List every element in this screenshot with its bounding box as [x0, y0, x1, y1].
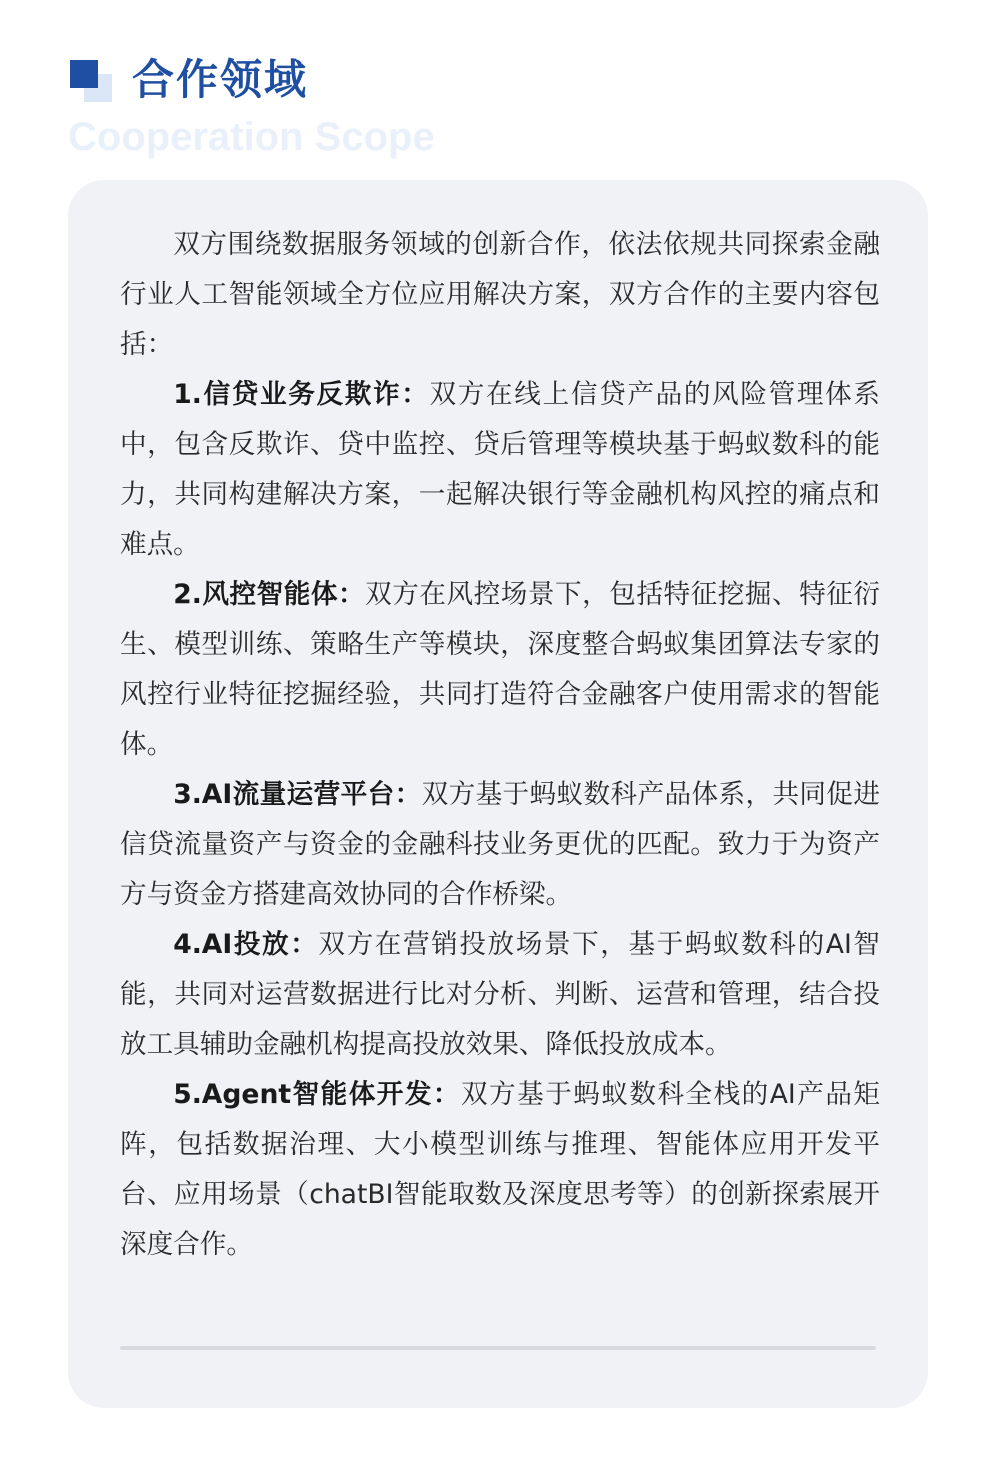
- item-label-5: 5.Agent智能体开发：: [173, 1079, 461, 1110]
- item-paragraph-4: [120, 920, 880, 1070]
- item-label-3: 3.AI流量运营平台：: [173, 779, 422, 810]
- item-text-4: 双方在营销投放场景下，基于蚂蚁数科的AI智能，共同对运营数据进行比对分析、判断、运营和管理，结合投放工具辅助金融机构提高投放效果、降低投放成本。: [120, 929, 880, 1060]
- item-text-2: 双方在风控场景下，包括特征挖掘、特征衍生、模型训练、策略生产等模块，深度整合蚂蚁集团算法专家的风控行业特征挖掘经验，共同打造符合金融客户使用需求的智能体。: [120, 579, 881, 760]
- item-label-4: 4.AI投放：: [173, 929, 319, 960]
- section-subtitle-en: Cooperation Scope: [68, 115, 435, 159]
- item-label-1: 1.信贷业务反欺诈：: [173, 379, 430, 410]
- content-body: [120, 220, 880, 1270]
- intro-paragraph: 双方围绕数据服务领域的创新合作，依法依规共同探索金融行业人工智能领域全方位应用解决方案，双方合作的主要内容包括：: [120, 229, 880, 360]
- item-text-5: 双方基于蚂蚁数科全栈的AI产品矩阵，包括数据治理、大小模型训练与推理、智能体应用开发平台、应用场景（chatBI智能取数及深度思考等）的创新探索展开深度合作。: [120, 1079, 880, 1260]
- square-bullet-icon: [70, 60, 112, 102]
- item-paragraph-5: [120, 1070, 880, 1270]
- item-paragraph-1: [120, 370, 880, 570]
- item-text-3: 双方基于蚂蚁数科产品体系，共同促进信贷流量资产与资金的金融科技业务更优的匹配。致力于为资产方与资金方搭建高效协同的合作桥梁。: [120, 779, 880, 910]
- section-title: 合作领域: [132, 55, 309, 104]
- item-paragraph-2: [120, 570, 880, 770]
- item-paragraph-3: [120, 770, 880, 920]
- content-card: [68, 180, 928, 1408]
- bottom-divider: [120, 1346, 876, 1350]
- item-text-1: 双方在线上信贷产品的风险管理体系中，包含反欺诈、贷中监控、贷后管理等模块基于蚂蚁数科的能力，共同构建解决方案，一起解决银行等金融机构风控的痛点和难点。: [120, 379, 881, 560]
- item-label-2: 2.风控智能体：: [173, 579, 366, 610]
- square-bullet-main: [70, 60, 98, 88]
- section-header: [0, 0, 1000, 170]
